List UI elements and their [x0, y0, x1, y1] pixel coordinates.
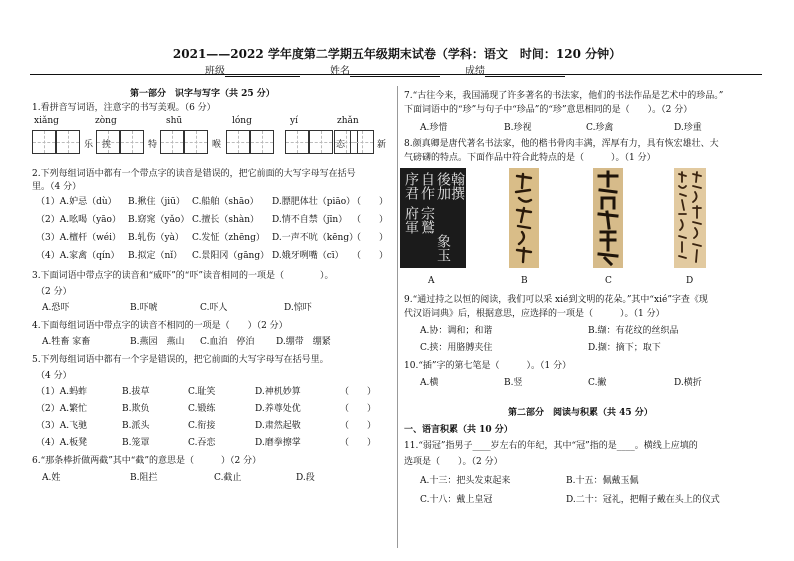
q5-r1-b: B.拔草 [122, 387, 150, 397]
exam-title: 2021——2022 学年度第二学期五年级期末试卷（学科：语文 时间：120 分钟） [172, 47, 622, 61]
calligraphy-image-d[interactable] [674, 168, 706, 268]
calligraphy-image-b[interactable] [509, 168, 539, 268]
q5-r1-d: D.神机妙算 [255, 387, 301, 397]
q1-pinyin-4: lóng [232, 116, 252, 126]
q1-stem: 1.看拼音写词语，注意字的书写美观。（6 分） [32, 103, 216, 113]
name-label: 姓名 [330, 66, 350, 77]
q2-r4-c: C.景阳冈（gāng） [192, 251, 270, 261]
writing-grid[interactable] [120, 130, 144, 154]
q2-r2-c: C.擅长（shàn） [192, 215, 260, 225]
caption-b: B [521, 276, 528, 286]
q5-r3-a: （3）A.飞驰 [36, 421, 88, 431]
q11-stem-line2: 选项是（ ）。（2 分） [404, 457, 503, 467]
q3-score: （2 分） [36, 287, 72, 297]
q7-option-b[interactable]: B.珍视 [504, 123, 532, 133]
rubbing-text: 後加 [435, 172, 451, 200]
calligraphy-image-a[interactable] [400, 168, 466, 268]
q5-r2-answer[interactable]: （ ） [340, 404, 377, 414]
q9-option-a[interactable]: A.协：调和；和谐 [420, 326, 493, 336]
caption-a: A [428, 276, 435, 286]
q5-r3-answer[interactable]: （ ） [340, 421, 377, 431]
q7-option-a[interactable]: A.珍惜 [420, 123, 448, 133]
q5-r2-b: B.欺负 [122, 404, 150, 414]
q7-stem-line2: 下面词语中的“珍”与句子中“珍品”的“珍”意思相同的是（ ）。（2 分） [404, 105, 693, 115]
q2-r3-answer[interactable]: （ ） [352, 233, 389, 243]
caption-d: D [686, 276, 694, 286]
q3-option-b[interactable]: B.吓唬 [130, 303, 158, 313]
q7-stem-line1: 7.“古往今来，我国涌现了许多著名的书法家，他们的书法作品是艺术中的珍品。” [404, 91, 724, 101]
q2-r3-b: B.轧伤（yà） [128, 233, 184, 243]
q3-option-a[interactable]: A.恐吓 [42, 303, 70, 313]
q11-option-c[interactable]: C.十八：戴上皇冠 [420, 495, 493, 505]
q5-stem: 5.下列每组词语中都有一个字是错误的，把它前面的大写字母写在括号里。 [32, 355, 329, 365]
q5-r4-a: （4）A.板凳 [36, 438, 88, 448]
q2-stem-line2: 里。（4 分） [32, 182, 82, 192]
q2-r2-answer[interactable]: （ ） [352, 215, 389, 225]
q2-r2-a: （2）A.吆喝（yāo） [36, 215, 121, 225]
q3-option-d[interactable]: D.惊吓 [284, 303, 312, 313]
calligraphy-strokes [674, 168, 706, 268]
q4-option-b[interactable]: B.燕园 燕山 [130, 337, 185, 347]
writing-grid[interactable] [226, 130, 250, 154]
rubbing-text: 翰撰 [449, 172, 465, 200]
column-divider [397, 86, 398, 548]
part2-heading: 第二部分 阅读与积累（共 45 分） [508, 408, 653, 418]
q5-r3-d: D.肃然起敬 [255, 421, 301, 431]
q1-pinyin-2: zòng [95, 116, 117, 126]
q10-stem: 10.“插”字的第七笔是（ ）。（1 分） [404, 361, 572, 371]
writing-grid[interactable] [350, 130, 374, 154]
q10-option-d[interactable]: D.横折 [674, 378, 702, 388]
q8-stem-line1: 8.颜真卿是唐代著名书法家，他的楷书骨肉丰满，浑厚有力，具有恢宏雄壮、大 [404, 139, 719, 149]
q11-stem-line1: 11.“弱冠”指男子____岁左右的年纪，其中“冠”指的是____。横线上应填的 [404, 441, 698, 451]
writing-grid[interactable] [160, 130, 184, 154]
part1-heading: 第一部分 识字与写字（共 25 分） [130, 89, 275, 99]
section-language-accumulation: 一、语言积累（共 10 分） [404, 425, 513, 435]
q5-r4-c: C.吞恋 [188, 438, 216, 448]
q7-option-d[interactable]: D.珍重 [674, 123, 702, 133]
q4-option-a[interactable]: A.牲畜 家畜 [42, 337, 91, 347]
q8-stem-line2: 气磅礴的特点。下面作品中符合此特点的是（ ）。（1 分） [404, 153, 656, 163]
q9-option-c[interactable]: C.挟：用胳膊夹住 [420, 343, 493, 353]
writing-grid[interactable] [56, 130, 80, 154]
writing-grid[interactable] [309, 130, 333, 154]
q1-pinyin-5: yí [290, 116, 298, 126]
q2-r4-answer[interactable]: （ ） [352, 251, 389, 261]
q6-option-a[interactable]: A.姓 [42, 473, 61, 483]
q4-stem: 4.下面每组词语中带点字的读音不相同的一项是（ ）（2 分） [32, 321, 288, 331]
score-label: 成绩 [465, 66, 485, 77]
q4-option-d[interactable]: D.绷带 绷紧 [276, 337, 331, 347]
q2-r2-d: D.情不自禁（jīn） [272, 215, 348, 225]
q10-option-a[interactable]: A.横 [420, 378, 439, 388]
q2-r3-a: （3）A.檀杆（wéi） [36, 233, 121, 243]
q3-stem: 3.下面词语中带点字的读音和“威吓”的“吓”读音相同的一项是（ ）。 [32, 271, 334, 281]
q2-r1-d: D.膘肥体壮（piāo） [272, 197, 356, 207]
q1-pinyin-1: xiǎng [34, 116, 59, 126]
calligraphy-image-c[interactable] [593, 168, 623, 268]
q2-r1-c: C.船舶（shāo） [192, 197, 259, 207]
q2-r1-a: （1）A.妒忌（dù） [36, 197, 117, 207]
q6-stem: 6.“那条棒折做两截”其中“截”的意思是（ ）（2 分） [32, 456, 262, 466]
writing-grid[interactable] [96, 130, 120, 154]
q6-option-c[interactable]: C.截止 [214, 473, 242, 483]
q11-option-a[interactable]: A.十三：把头发束起来 [420, 476, 511, 486]
rubbing-text: 象玉 [435, 234, 451, 262]
rubbing-text: 自作 [419, 172, 435, 200]
q1-filler-1: 乐 挨 [84, 140, 112, 150]
q11-option-d[interactable]: D.二十：冠礼，把帽子戴在头上的仪式 [566, 495, 720, 505]
q5-r4-answer[interactable]: （ ） [340, 438, 377, 448]
q5-r2-d: D.养尊处优 [255, 404, 301, 414]
q1-after-5: 态 [336, 140, 346, 150]
q9-option-d[interactable]: D.撷：摘下；取下 [588, 343, 661, 353]
header-rule [30, 74, 762, 75]
q6-option-d[interactable]: D.段 [296, 473, 315, 483]
q2-r4-a: （4）A.家禽（qín） [36, 251, 120, 261]
q5-r3-c: C.衔接 [188, 421, 216, 431]
q9-option-b[interactable]: B.缬：有花纹的丝织品 [588, 326, 679, 336]
q9-stem-line2: 代汉语词典》后，根据意思，应选择的一项是（ ）。（1 分） [404, 309, 665, 319]
calligraphy-strokes [593, 168, 623, 268]
q11-option-b[interactable]: B.十五：佩戴玉佩 [566, 476, 639, 486]
q5-r4-d: D.磨拳擦掌 [255, 438, 301, 448]
caption-c: C [605, 276, 612, 286]
class-label: 班级 [205, 66, 225, 77]
q2-r2-b: B.窈窕（yǎo） [128, 215, 190, 225]
q1-after-2: 特 [148, 140, 158, 150]
q2-r1-answer[interactable]: （ ） [352, 197, 389, 207]
q5-score: （4 分） [36, 371, 72, 381]
rubbing-text: 序君 [403, 172, 419, 200]
q2-r1-b: B.揪住（jiū） [128, 197, 185, 207]
q6-option-b[interactable]: B.阻拦 [130, 473, 158, 483]
q5-r1-c: C.耻笑 [188, 387, 216, 397]
q9-stem-line1: 9.“通过持之以恒的阅读，我们可以采 xié到文明的花朵。”其中“xié”字查《现 [404, 295, 708, 305]
rubbing-text: 府軍 [403, 206, 419, 234]
writing-grid[interactable] [250, 130, 274, 154]
q2-r3-d: D.一声不吭（kēng） [272, 233, 359, 243]
q2-r3-c: C.发怔（zhēng） [192, 233, 265, 243]
q7-option-c[interactable]: C.珍禽 [586, 123, 614, 133]
q5-r4-b: B.笼罩 [122, 438, 150, 448]
q5-r1-answer[interactable]: （ ） [340, 387, 377, 397]
q1-pinyin-3: shū [166, 116, 183, 126]
q3-option-c[interactable]: C.吓人 [200, 303, 228, 313]
q2-r4-d: D.娥牙咧嘴（cī） [272, 251, 344, 261]
q10-option-b[interactable]: B.竖 [504, 378, 523, 388]
q5-r3-b: B.派头 [122, 421, 150, 431]
q1-pinyin-6: zhǎn [337, 116, 359, 126]
q4-option-c[interactable]: C.血泊 停泊 [200, 337, 255, 347]
writing-grid[interactable] [285, 130, 309, 154]
writing-grid[interactable] [32, 130, 56, 154]
q5-r2-c: C.锻练 [188, 404, 216, 414]
q5-r1-a: （1）A.蚂蚱 [36, 387, 88, 397]
q1-after-3: 喉 [212, 140, 222, 150]
q10-option-c[interactable]: C.撇 [588, 378, 607, 388]
q2-r4-b: B.拟定（nǐ） [128, 251, 183, 261]
q2-stem-line1: 2.下列每组词语中都有一个带点字的读音是错误的，把它前面的大写字母写在括号 [32, 169, 356, 179]
writing-grid[interactable] [184, 130, 208, 154]
q1-after-6: 新 [377, 140, 387, 150]
rubbing-text: 宗鷲 [419, 206, 435, 234]
calligraphy-strokes [509, 168, 539, 268]
q5-r2-a: （2）A.繁忙 [36, 404, 88, 414]
